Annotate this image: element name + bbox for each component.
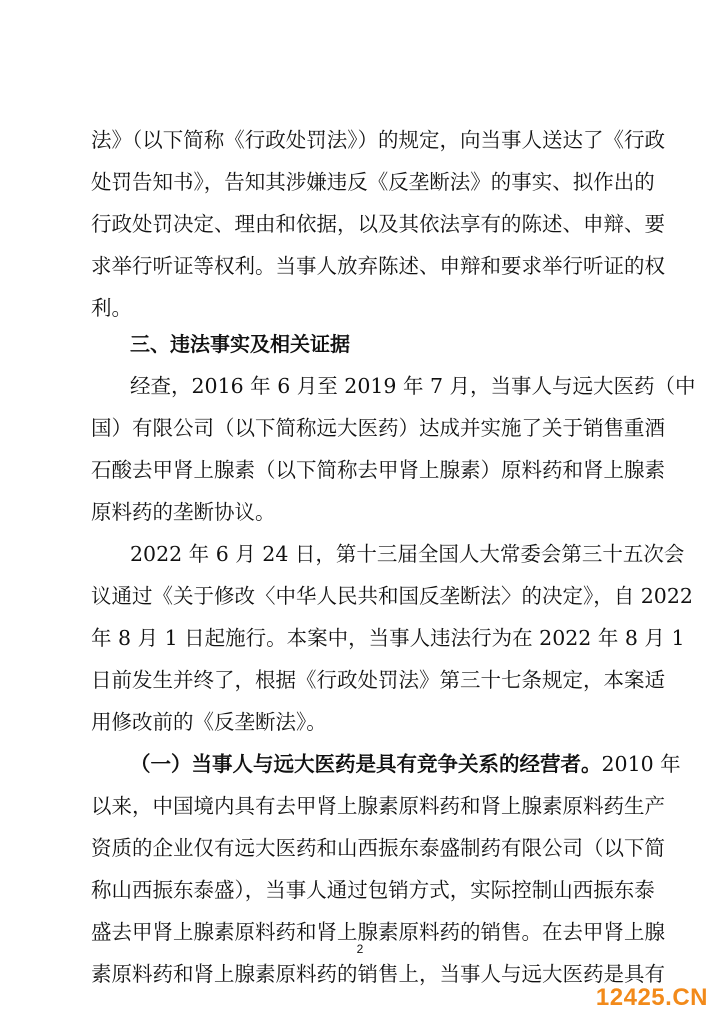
subsection-heading: （一）当事人与远大医药是具有竞争关系的经营者。 (130, 752, 602, 776)
paragraph-line: 议通过《关于修改〈中华人民共和国反垄断法〉的决定》，自 2022 (91, 584, 693, 608)
paragraph-line: 盛去甲肾上腺素原料药和肾上腺素原料药的销售。在去甲肾上腺 (91, 920, 665, 944)
paragraph-first-line (130, 751, 681, 777)
body-line: 法》（以下简称《行政处罚法》）的规定，向当事人送达了《行政 (91, 128, 665, 152)
paragraph-line: 国）有限公司（以下简称远大医药）达成并实施了关于销售重酒 (91, 416, 665, 440)
paragraph-line: 经查，2016 年 6 月至 2019 年 7 月，当事人与远大医药（中 (130, 374, 696, 398)
body-line: 求举行听证等权利。当事人放弃陈述、申辩和要求举行听证的权 (91, 254, 665, 278)
body-line: 处罚告知书》，告知其涉嫌违反《反垄断法》的事实、拟作出的 (91, 170, 655, 194)
paragraph-line: 素原料药和肾上腺素原料药的销售上，当事人与远大医药是具有 (91, 962, 665, 986)
paragraph-line: 石酸去甲肾上腺素（以下简称去甲肾上腺素）原料药和肾上腺素 (91, 458, 665, 482)
paragraph-line: 以来，中国境内具有去甲肾上腺素原料药和肾上腺素原料药生产 (91, 794, 665, 818)
paragraph-line: 日前发生并终了，根据《行政处罚法》第三十七条规定，本案适 (91, 668, 665, 692)
section-heading: 三、违法事实及相关证据 (130, 332, 350, 356)
paragraph-line: 年 8 月 1 日起施行。本案中，当事人违法行为在 2022 年 8 月 1 (91, 626, 685, 650)
site-watermark (596, 984, 708, 1012)
paragraph-line: 称山西振东泰盛），当事人通过包销方式，实际控制山西振东泰 (91, 878, 655, 902)
paragraph-line: 资质的企业仅有远大医药和山西振东泰盛制药有限公司（以下简 (91, 836, 665, 860)
paragraph-line: 原料药的垄断协议。 (91, 500, 276, 524)
watermark-number: 12425 (595, 984, 666, 1011)
page-number: 2 (356, 942, 364, 956)
paragraph-text: 2010 年 (601, 752, 681, 776)
body-line: 行政处罚决定、理由和依据，以及其依法享有的陈述、申辩、要 (91, 212, 665, 236)
paragraph-line: 用修改前的《反垄断法》。 (91, 710, 327, 734)
body-line: 利。 (91, 296, 132, 320)
paragraph-line: 2022 年 6 月 24 日，第十三届全国人大常委会第三十五次会 (130, 542, 685, 566)
watermark-suffix: .CN (665, 984, 708, 1011)
